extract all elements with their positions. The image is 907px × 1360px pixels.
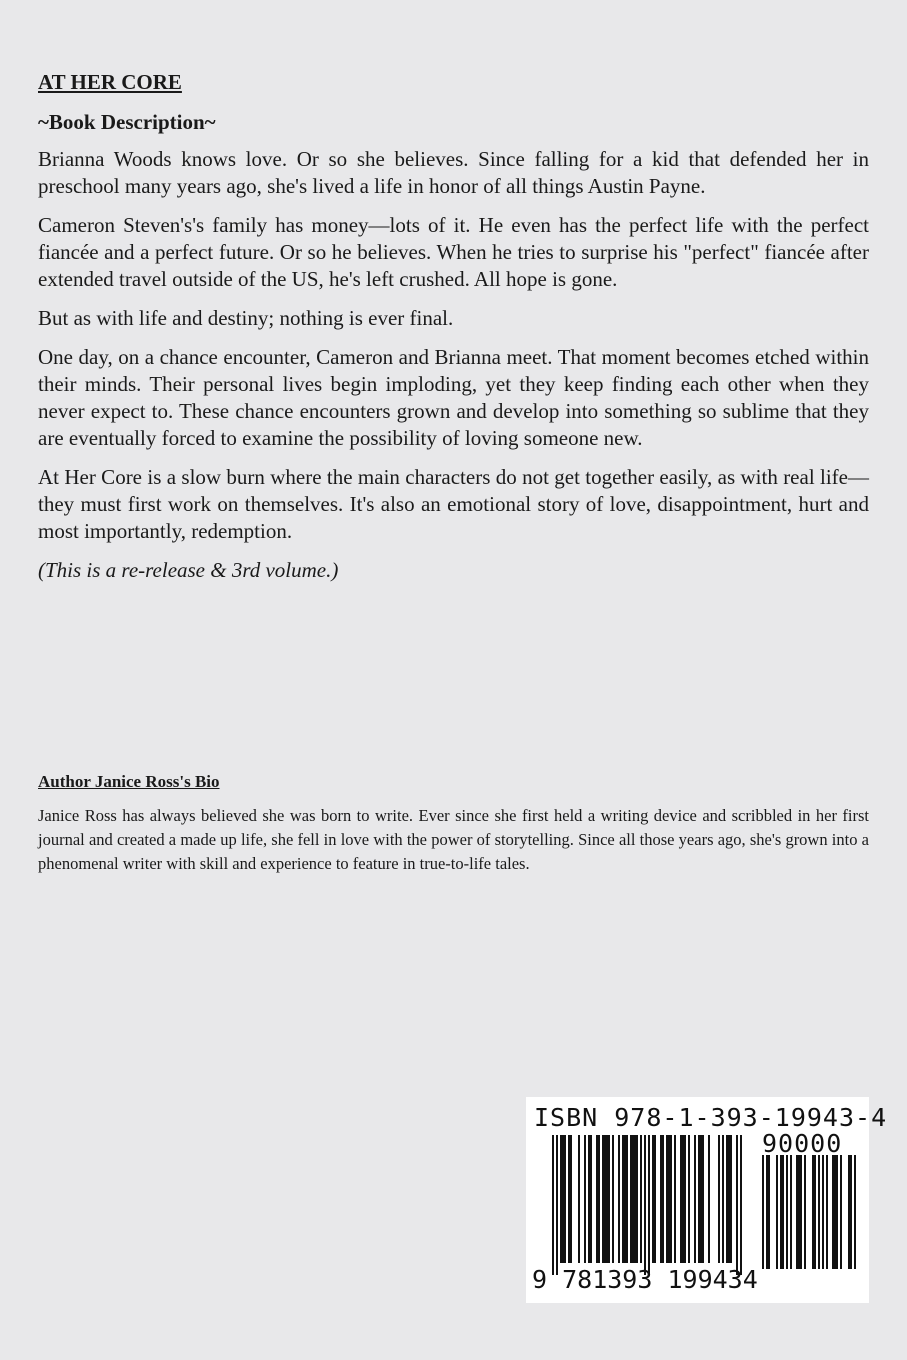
barcode-bar	[840, 1155, 842, 1269]
barcode-bar	[588, 1135, 590, 1263]
description-heading: ~Book Description~	[38, 110, 216, 134]
barcode-bar	[804, 1155, 806, 1269]
description-paragraph-2: Cameron Steven's's family has money—lots of it. He even has the perfect life with the perfect fiancée and a perfect future. Or so he believes. When he tries to surprise his "perfect" fiancée after extended travel outside of the US, he's left crushed. All hope is gone.	[38, 213, 869, 291]
description-paragraph-3: But as with life and destiny; nothing is ever final.	[38, 306, 454, 330]
barcode-bar	[726, 1135, 728, 1263]
price-code-label: 90000	[762, 1129, 843, 1158]
barcode-bar	[674, 1135, 676, 1263]
description-paragraph-1: Brianna Woods knows love. Or so she believes. Since falling for a kid that defended her in preschool many years ago, she's lived a life in honor of all things Austin Payne.	[38, 147, 869, 198]
barcode-bar	[836, 1155, 838, 1269]
barcode-bar	[636, 1135, 638, 1263]
barcode-bar	[694, 1135, 696, 1263]
barcode-bar	[766, 1155, 768, 1269]
barcode-bar	[736, 1135, 738, 1275]
barcode-bar	[776, 1155, 778, 1269]
barcode-bar	[552, 1135, 554, 1275]
barcode-bar	[796, 1155, 798, 1269]
isbn-barcode	[526, 1097, 888, 1303]
barcode-bar	[598, 1135, 600, 1263]
barcode-bar	[604, 1135, 606, 1263]
description-paragraph-4: One day, on a chance encounter, Cameron and Brianna meet. That moment becomes etched within their minds. Their personal lives begin imploding, yet they keep finding each other when they never expect to. These chance encounters grown and develop into something so sublime that they are eventually forced to examine the possibility of loving someone new.	[38, 345, 869, 450]
barcode-bar	[644, 1135, 646, 1275]
barcode-bar	[762, 1155, 764, 1269]
barcode-bar	[634, 1135, 636, 1263]
barcode-bar	[848, 1155, 850, 1269]
barcode-bar	[854, 1155, 856, 1269]
ean-digits-label: 9 781393 199434	[532, 1265, 758, 1294]
barcode-bar	[740, 1135, 742, 1275]
barcode-bar	[722, 1135, 724, 1263]
barcode-bar	[602, 1135, 604, 1263]
barcode-bar	[612, 1135, 614, 1263]
barcode-bar	[584, 1135, 586, 1263]
barcode-bar	[596, 1135, 598, 1263]
barcode-bar	[560, 1135, 562, 1263]
barcode-bar	[630, 1135, 632, 1263]
barcode-bar	[782, 1155, 784, 1269]
barcode-bar	[826, 1155, 828, 1269]
barcode-bar	[812, 1155, 814, 1269]
barcode-bar	[680, 1135, 682, 1263]
barcode-bar	[556, 1135, 558, 1275]
barcode-bar	[818, 1155, 820, 1269]
barcode-bar	[562, 1135, 564, 1263]
barcode-bar	[834, 1155, 836, 1269]
bio-text: Janice Ross has always believed she was born to write. Ever since she first held a writing device and scribbled in her first journal and created a made up life, she fell in love with the power of storytelling. Since all those years ago, she's grown into a phenomenal writer with skill and experience to feature in true-to-life tales.	[38, 806, 869, 873]
barcode-bar	[728, 1135, 730, 1263]
barcode-bar	[666, 1135, 668, 1263]
barcode-bar	[814, 1155, 816, 1269]
barcode-bar	[668, 1135, 670, 1263]
description-paragraph-5: At Her Core is a slow burn where the main characters do not get together easily, as with real life—they must first work on themselves. It's also an emotional story of love, disappointment, hurt and most importantly, redemption.	[38, 465, 869, 543]
barcode-bar	[640, 1135, 642, 1263]
barcode-bar	[850, 1155, 852, 1269]
barcode-bar	[662, 1135, 664, 1263]
barcode-bar	[568, 1135, 570, 1263]
barcode-bar	[800, 1155, 802, 1269]
barcode-bar	[786, 1155, 788, 1269]
barcode-bar	[688, 1135, 690, 1263]
barcode-bar	[578, 1135, 580, 1263]
release-note: (This is a re-release & 3rd volume.)	[38, 558, 339, 582]
barcode-bar	[780, 1155, 782, 1269]
barcode-bar	[622, 1135, 624, 1263]
barcode-bar	[730, 1135, 732, 1263]
barcode-bar	[608, 1135, 610, 1263]
barcode-bar	[682, 1135, 684, 1263]
barcode-bar	[670, 1135, 672, 1263]
barcode-bar	[564, 1135, 566, 1263]
barcode-bar	[626, 1135, 628, 1263]
barcode-bar	[654, 1135, 656, 1263]
barcode-bar	[618, 1135, 620, 1263]
barcode-bar	[624, 1135, 626, 1263]
barcode-bar	[708, 1135, 710, 1263]
barcode-bar	[606, 1135, 608, 1263]
barcode-bar	[648, 1135, 650, 1275]
book-description-section	[38, 68, 869, 584]
barcode-bar	[698, 1135, 700, 1263]
barcode-bar	[718, 1135, 720, 1263]
barcode-bar	[632, 1135, 634, 1263]
barcode-bar	[684, 1135, 686, 1263]
barcode-bar	[660, 1135, 662, 1263]
bio-heading: Author Janice Ross's Bio	[38, 772, 220, 791]
barcode-bar	[790, 1155, 792, 1269]
barcode-bar	[700, 1135, 702, 1263]
barcode-bar	[832, 1155, 834, 1269]
barcode-bar	[768, 1155, 770, 1269]
barcode-bar	[798, 1155, 800, 1269]
barcode-bar	[590, 1135, 592, 1263]
barcode-bar	[570, 1135, 572, 1263]
barcode-bar	[652, 1135, 654, 1263]
book-title: AT HER CORE	[38, 70, 182, 94]
author-bio-section	[38, 770, 869, 876]
barcode-bar	[702, 1135, 704, 1263]
isbn-label: ISBN 978-1-393-19943-4	[534, 1103, 888, 1132]
barcode-bar	[822, 1155, 824, 1269]
